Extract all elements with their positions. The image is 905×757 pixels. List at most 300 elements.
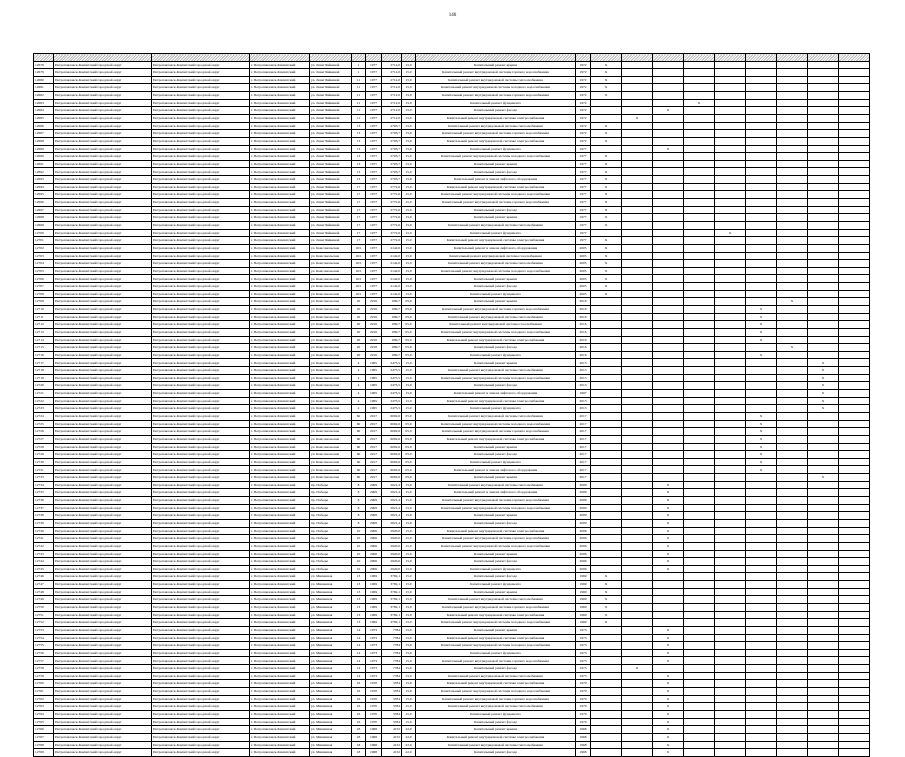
cost-cell: 05,0 bbox=[402, 412, 416, 420]
house-cell: 20 bbox=[352, 306, 366, 314]
year-cell: 1977 bbox=[366, 191, 382, 199]
work-type-cell: Капитальный ремонт внутридомовой системы горячего водоснабжения bbox=[416, 92, 576, 100]
cost-cell: 15,0 bbox=[402, 183, 416, 191]
empty-mark-cell bbox=[715, 581, 746, 589]
row-id-cell: 12681 bbox=[34, 84, 54, 92]
house-cell: 10 bbox=[352, 542, 366, 550]
empty-mark-cell bbox=[777, 306, 808, 314]
empty-mark-cell bbox=[653, 168, 684, 176]
empty-mark-cell bbox=[715, 313, 746, 321]
empty-mark-cell bbox=[808, 168, 839, 176]
locality-cell: г. Петропавловск-Камчатский bbox=[250, 435, 310, 443]
empty-mark-cell bbox=[591, 649, 622, 657]
empty-mark-cell bbox=[839, 351, 870, 359]
plan-year-cell: 1968 bbox=[576, 726, 591, 734]
plan-year-cell: 1972 bbox=[576, 92, 591, 100]
cost-cell: 15,0 bbox=[402, 267, 416, 275]
empty-mark-cell bbox=[622, 550, 653, 558]
empty-mark-cell bbox=[715, 290, 746, 298]
house-cell: 13 bbox=[352, 145, 366, 153]
empty-mark-cell bbox=[653, 336, 684, 344]
empty-mark-cell bbox=[777, 351, 808, 359]
street-cell: ул. Комсомольская bbox=[310, 252, 352, 260]
house-cell: 4 bbox=[352, 374, 366, 382]
plan-year-cell: 2005 bbox=[576, 252, 591, 260]
empty-mark-cell bbox=[622, 260, 653, 268]
area-cell: 7784 bbox=[382, 626, 402, 634]
locality-cell: г. Петропавловск-Камчатский bbox=[250, 69, 310, 77]
street-cell: ул. Мишенная bbox=[310, 603, 352, 611]
empty-mark-cell bbox=[684, 443, 715, 451]
empty-mark-cell bbox=[715, 374, 746, 382]
table-row bbox=[34, 573, 870, 581]
empty-mark-cell bbox=[777, 626, 808, 634]
empty-mark-cell bbox=[653, 76, 684, 84]
empty-mark-cell bbox=[653, 122, 684, 130]
empty-mark-cell bbox=[839, 718, 870, 726]
empty-mark-cell bbox=[746, 107, 777, 115]
empty-mark-cell bbox=[808, 581, 839, 589]
year-cell: 1977 bbox=[366, 260, 382, 268]
area-cell: 2703,7 bbox=[382, 122, 402, 130]
area-cell: 2772,6 bbox=[382, 221, 402, 229]
empty-mark-cell bbox=[746, 168, 777, 176]
empty-mark-cell bbox=[591, 306, 622, 314]
district-cell: Петропавловск-Камчатский городской округ bbox=[152, 160, 250, 168]
work-type-cell: Капитальный ремонт фундамента bbox=[416, 405, 576, 413]
empty-mark-cell bbox=[715, 458, 746, 466]
empty-mark-cell bbox=[839, 137, 870, 145]
year-cell: 1969 bbox=[366, 573, 382, 581]
plan-year-cell: 1977 bbox=[576, 229, 591, 237]
area-cell: 2703,7 bbox=[382, 160, 402, 168]
row-id-cell: 12692 bbox=[34, 168, 54, 176]
district-cell: Петропавловск-Камчатский городской округ bbox=[54, 489, 152, 497]
area-cell: 699,7 bbox=[382, 298, 402, 306]
empty-mark-cell bbox=[715, 474, 746, 482]
empty-mark-cell bbox=[591, 474, 622, 482]
empty-mark-cell bbox=[622, 573, 653, 581]
plan-year-cell: 2013 bbox=[576, 359, 591, 367]
empty-mark-cell bbox=[622, 176, 653, 184]
empty-mark-cell bbox=[746, 183, 777, 191]
house-cell: 13 bbox=[352, 603, 366, 611]
street-cell: пр. Победы bbox=[310, 565, 352, 573]
district-cell: Петропавловск-Камчатский городской округ bbox=[152, 519, 250, 527]
empty-mark-cell bbox=[777, 206, 808, 214]
empty-mark-cell bbox=[684, 137, 715, 145]
cost-cell: 15,0 bbox=[402, 145, 416, 153]
work-type-cell: Капитальный ремонт внутридомовой системы электроснабжения bbox=[416, 611, 576, 619]
mark-cell: X bbox=[746, 443, 777, 451]
table-row bbox=[34, 114, 870, 122]
house-cell: 10 bbox=[352, 527, 366, 535]
house-cell: 16 bbox=[352, 703, 366, 711]
district-cell: Петропавловск-Камчатский городской округ bbox=[54, 145, 152, 153]
area-cell: 2703,7 bbox=[382, 137, 402, 145]
row-id-cell: 12691 bbox=[34, 160, 54, 168]
area-cell: 699,7 bbox=[382, 344, 402, 352]
district-cell: Петропавловск-Камчатский городской округ bbox=[54, 558, 152, 566]
empty-mark-cell bbox=[653, 351, 684, 359]
empty-mark-cell bbox=[715, 412, 746, 420]
empty-mark-cell bbox=[808, 695, 839, 703]
empty-mark-cell bbox=[746, 672, 777, 680]
street-cell: пр. Победы bbox=[310, 550, 352, 558]
mark-cell: X bbox=[622, 114, 653, 122]
district-cell: Петропавловск-Камчатский городской округ bbox=[152, 336, 250, 344]
empty-mark-cell bbox=[622, 435, 653, 443]
empty-mark-cell bbox=[715, 84, 746, 92]
locality-cell: г. Петропавловск-Камчатский bbox=[250, 542, 310, 550]
area-cell: 699,7 bbox=[382, 313, 402, 321]
area-cell: 2142,0 bbox=[382, 290, 402, 298]
area-cell: 699,7 bbox=[382, 306, 402, 314]
empty-mark-cell bbox=[839, 145, 870, 153]
plan-year-cell: 1968 bbox=[576, 741, 591, 749]
table-row bbox=[34, 466, 870, 474]
year-cell: 1977 bbox=[366, 122, 382, 130]
plan-year-cell: 1969 bbox=[576, 573, 591, 581]
empty-mark-cell bbox=[746, 99, 777, 107]
cost-cell: 05,0 bbox=[402, 451, 416, 459]
empty-mark-cell bbox=[777, 688, 808, 696]
empty-mark-cell bbox=[808, 741, 839, 749]
table-row bbox=[34, 489, 870, 497]
area-cell: 2703,7 bbox=[382, 168, 402, 176]
district-cell: Петропавловск-Камчатский городской округ bbox=[54, 710, 152, 718]
empty-mark-cell bbox=[808, 76, 839, 84]
empty-mark-cell bbox=[622, 283, 653, 291]
locality-cell: г. Петропавловск-Камчатский bbox=[250, 107, 310, 115]
district-cell: Петропавловск-Камчатский городской округ bbox=[54, 237, 152, 245]
area-cell: 6002,6 bbox=[382, 466, 402, 474]
row-id-cell: 12754 bbox=[34, 634, 54, 642]
empty-mark-cell bbox=[684, 565, 715, 573]
empty-mark-cell bbox=[622, 84, 653, 92]
table-row bbox=[34, 313, 870, 321]
street-cell: ул. Комсомольская bbox=[310, 267, 352, 275]
empty-mark-cell bbox=[746, 160, 777, 168]
area-cell: 2703,7 bbox=[382, 145, 402, 153]
year-cell: 1965 bbox=[366, 390, 382, 398]
locality-cell: г. Петропавловск-Камчатский bbox=[250, 237, 310, 245]
district-cell: Петропавловск-Камчатский городской округ bbox=[54, 428, 152, 436]
locality-cell: г. Петропавловск-Камчатский bbox=[250, 130, 310, 138]
work-type-cell: Капитальный ремонт крыши bbox=[416, 626, 576, 634]
empty-mark-cell bbox=[622, 497, 653, 505]
empty-mark-cell bbox=[839, 458, 870, 466]
empty-mark-cell bbox=[715, 382, 746, 390]
empty-mark-cell bbox=[839, 611, 870, 619]
mark-cell: X bbox=[653, 145, 684, 153]
district-cell: Петропавловск-Камчатский городской округ bbox=[152, 642, 250, 650]
empty-mark-cell bbox=[777, 199, 808, 207]
district-cell: Петропавловск-Камчатский городской округ bbox=[152, 481, 250, 489]
empty-mark-cell bbox=[591, 481, 622, 489]
cost-cell: 15,0 bbox=[402, 237, 416, 245]
year-cell: 2017 bbox=[366, 435, 382, 443]
house-cell: 16/1 bbox=[352, 290, 366, 298]
district-cell: Петропавловск-Камчатский городской округ bbox=[54, 680, 152, 688]
empty-mark-cell bbox=[653, 290, 684, 298]
empty-mark-cell bbox=[715, 443, 746, 451]
district-cell: Петропавловск-Камчатский городской округ bbox=[54, 374, 152, 382]
empty-mark-cell bbox=[808, 718, 839, 726]
house-cell: 18 bbox=[352, 733, 366, 741]
row-id-cell: 12707 bbox=[34, 283, 54, 291]
district-cell: Петропавловск-Камчатский городской округ bbox=[54, 596, 152, 604]
street-cell: ул. Мишенная bbox=[310, 619, 352, 627]
empty-mark-cell bbox=[839, 474, 870, 482]
plan-year-cell: 2005 bbox=[576, 260, 591, 268]
house-cell: 16/1 bbox=[352, 283, 366, 291]
empty-mark-cell bbox=[591, 550, 622, 558]
work-type-cell: Капитальный ремонт внутридомовой системы электроснабжения bbox=[416, 634, 576, 642]
work-type-cell: Капитальный ремонт фундамента bbox=[416, 458, 576, 466]
empty-mark-cell bbox=[777, 512, 808, 520]
row-id-cell: 12763 bbox=[34, 703, 54, 711]
plan-year-cell: 1969 bbox=[576, 581, 591, 589]
empty-mark-cell bbox=[746, 390, 777, 398]
house-cell: 10 bbox=[352, 565, 366, 573]
empty-mark-cell bbox=[591, 443, 622, 451]
row-id-cell: 12709 bbox=[34, 298, 54, 306]
empty-mark-cell bbox=[777, 703, 808, 711]
street-cell: ул. Комсомольская bbox=[310, 359, 352, 367]
plan-year-cell: 1972 bbox=[576, 61, 591, 69]
work-type-cell: Капитальный ремонт внутридомовой системы теплоснабжения bbox=[416, 596, 576, 604]
row-id-cell: 12749 bbox=[34, 596, 54, 604]
locality-cell: г. Петропавловск-Камчатский bbox=[250, 527, 310, 535]
empty-mark-cell bbox=[746, 244, 777, 252]
area-cell: 4152 bbox=[382, 741, 402, 749]
locality-cell: г. Петропавловск-Камчатский bbox=[250, 114, 310, 122]
empty-mark-cell bbox=[746, 137, 777, 145]
row-id-cell: 12759 bbox=[34, 672, 54, 680]
empty-mark-cell bbox=[684, 92, 715, 100]
empty-mark-cell bbox=[808, 657, 839, 665]
empty-mark-cell bbox=[715, 114, 746, 122]
area-cell: 3784 bbox=[382, 680, 402, 688]
mark-cell: X bbox=[653, 710, 684, 718]
plan-year-cell: 2006 bbox=[576, 527, 591, 535]
year-cell: 2017 bbox=[366, 443, 382, 451]
empty-mark-cell bbox=[622, 565, 653, 573]
empty-mark-cell bbox=[746, 573, 777, 581]
empty-mark-cell bbox=[653, 244, 684, 252]
row-id-cell: 12697 bbox=[34, 206, 54, 214]
table-row bbox=[34, 420, 870, 428]
house-cell: 11 bbox=[352, 84, 366, 92]
district-cell: Петропавловск-Камчатский городской округ bbox=[54, 199, 152, 207]
empty-mark-cell bbox=[839, 672, 870, 680]
district-cell: Петропавловск-Камчатский городской округ bbox=[152, 749, 250, 757]
row-id-cell: 12747 bbox=[34, 581, 54, 589]
row-id-cell: 12725 bbox=[34, 420, 54, 428]
cost-cell: 05,0 bbox=[402, 420, 416, 428]
empty-mark-cell bbox=[808, 451, 839, 459]
cost-cell: 15,0 bbox=[402, 596, 416, 604]
street-cell: ул. Мишенная bbox=[310, 649, 352, 657]
street-cell: ул. Лени Чайкиной bbox=[310, 69, 352, 77]
header-cell bbox=[34, 54, 54, 62]
empty-mark-cell bbox=[591, 359, 622, 367]
table-row bbox=[34, 298, 870, 306]
area-cell: 2772,6 bbox=[382, 229, 402, 237]
locality-cell: г. Петропавловск-Камчатский bbox=[250, 550, 310, 558]
empty-mark-cell bbox=[715, 99, 746, 107]
cost-cell: 22,0 bbox=[402, 733, 416, 741]
area-cell: 2475,5 bbox=[382, 390, 402, 398]
empty-mark-cell bbox=[684, 114, 715, 122]
work-type-cell: Капитальный ремонт фасада bbox=[416, 344, 576, 352]
empty-mark-cell bbox=[622, 542, 653, 550]
mark-cell: X bbox=[808, 374, 839, 382]
empty-mark-cell bbox=[591, 741, 622, 749]
empty-mark-cell bbox=[684, 405, 715, 413]
area-cell: 3784 bbox=[382, 710, 402, 718]
district-cell: Петропавловск-Камчатский городской округ bbox=[152, 382, 250, 390]
plan-year-cell: 1973 bbox=[576, 634, 591, 642]
street-cell: ул. Мишенная bbox=[310, 726, 352, 734]
empty-mark-cell bbox=[653, 92, 684, 100]
empty-mark-cell bbox=[715, 92, 746, 100]
empty-mark-cell bbox=[808, 61, 839, 69]
area-cell: 7784 bbox=[382, 634, 402, 642]
area-cell: 2475,5 bbox=[382, 405, 402, 413]
empty-mark-cell bbox=[715, 657, 746, 665]
empty-mark-cell bbox=[622, 160, 653, 168]
empty-mark-cell bbox=[715, 672, 746, 680]
district-cell: Петропавловск-Камчатский городской округ bbox=[54, 611, 152, 619]
empty-mark-cell bbox=[746, 512, 777, 520]
mark-cell: X bbox=[746, 306, 777, 314]
locality-cell: г. Петропавловск-Камчатский bbox=[250, 344, 310, 352]
mark-cell: X bbox=[653, 535, 684, 543]
empty-mark-cell bbox=[777, 405, 808, 413]
locality-cell: г. Петропавловск-Камчатский bbox=[250, 168, 310, 176]
house-cell: 1 bbox=[352, 69, 366, 77]
street-cell: ул. Лени Чайкиной bbox=[310, 114, 352, 122]
cost-cell: 15,0 bbox=[402, 512, 416, 520]
house-cell: 13 bbox=[352, 160, 366, 168]
empty-mark-cell bbox=[839, 535, 870, 543]
empty-mark-cell bbox=[715, 183, 746, 191]
year-cell: 2017 bbox=[366, 428, 382, 436]
year-cell: 1977 bbox=[366, 199, 382, 207]
table-row bbox=[34, 497, 870, 505]
year-cell: 1977 bbox=[366, 145, 382, 153]
empty-mark-cell bbox=[591, 680, 622, 688]
year-cell: 1977 bbox=[366, 176, 382, 184]
plan-year-cell: 1969 bbox=[576, 596, 591, 604]
plan-year-cell: 2009 bbox=[576, 497, 591, 505]
area-cell: 2920,0 bbox=[382, 527, 402, 535]
row-id-cell: 12723 bbox=[34, 405, 54, 413]
street-cell: ул. Лени Чайкиной bbox=[310, 153, 352, 161]
year-cell: 2016 bbox=[366, 328, 382, 336]
empty-mark-cell bbox=[684, 603, 715, 611]
empty-mark-cell bbox=[715, 619, 746, 627]
street-cell: ул. Мишенная bbox=[310, 657, 352, 665]
empty-mark-cell bbox=[684, 665, 715, 673]
plan-year-cell: 2006 bbox=[576, 542, 591, 550]
empty-mark-cell bbox=[715, 726, 746, 734]
district-cell: Петропавловск-Камчатский городской округ bbox=[54, 481, 152, 489]
empty-mark-cell bbox=[839, 252, 870, 260]
empty-mark-cell bbox=[746, 550, 777, 558]
empty-mark-cell bbox=[715, 405, 746, 413]
table-row bbox=[34, 657, 870, 665]
district-cell: Петропавловск-Камчатский городской округ bbox=[54, 420, 152, 428]
district-cell: Петропавловск-Камчатский городской округ bbox=[54, 512, 152, 520]
year-cell: 2009 bbox=[366, 497, 382, 505]
house-cell: 17 bbox=[352, 229, 366, 237]
work-type-cell: Капитальный ремонт внутридомовой системы электроснабжения bbox=[416, 733, 576, 741]
plan-year-cell: 1970 bbox=[576, 718, 591, 726]
plan-year-cell: 2005 bbox=[576, 275, 591, 283]
street-cell: ул. Комсомольская bbox=[310, 313, 352, 321]
locality-cell: г. Петропавловск-Камчатский bbox=[250, 214, 310, 222]
year-cell: 1968 bbox=[366, 726, 382, 734]
empty-mark-cell bbox=[839, 122, 870, 130]
empty-mark-cell bbox=[777, 275, 808, 283]
plan-year-cell: 2016 bbox=[576, 344, 591, 352]
locality-cell: г. Петропавловск-Камчатский bbox=[250, 611, 310, 619]
locality-cell: г. Петропавловск-Камчатский bbox=[250, 176, 310, 184]
empty-mark-cell bbox=[777, 497, 808, 505]
empty-mark-cell bbox=[808, 321, 839, 329]
table-row bbox=[34, 565, 870, 573]
plan-year-cell: 1970 bbox=[576, 710, 591, 718]
district-cell: Петропавловск-Камчатский городской округ bbox=[152, 107, 250, 115]
header-cell bbox=[576, 54, 591, 62]
empty-mark-cell bbox=[684, 221, 715, 229]
house-cell: 18 bbox=[352, 726, 366, 734]
empty-mark-cell bbox=[746, 733, 777, 741]
empty-mark-cell bbox=[622, 428, 653, 436]
empty-mark-cell bbox=[777, 527, 808, 535]
house-cell: 20 bbox=[352, 313, 366, 321]
empty-mark-cell bbox=[808, 130, 839, 138]
cost-cell: 15,0 bbox=[402, 497, 416, 505]
cost-cell: 15,0 bbox=[402, 206, 416, 214]
cost-cell: 22,0 bbox=[402, 749, 416, 757]
empty-mark-cell bbox=[684, 260, 715, 268]
year-cell: 2017 bbox=[366, 420, 382, 428]
area-cell: 3782,1 bbox=[382, 573, 402, 581]
mark-cell: X bbox=[715, 229, 746, 237]
locality-cell: г. Петропавловск-Камчатский bbox=[250, 328, 310, 336]
empty-mark-cell bbox=[808, 221, 839, 229]
empty-mark-cell bbox=[777, 558, 808, 566]
empty-mark-cell bbox=[746, 657, 777, 665]
row-id-cell: 12760 bbox=[34, 680, 54, 688]
district-cell: Петропавловск-Камчатский городской округ bbox=[54, 474, 152, 482]
empty-mark-cell bbox=[684, 481, 715, 489]
year-cell: 1968 bbox=[366, 749, 382, 757]
district-cell: Петропавловск-Камчатский городской округ bbox=[54, 214, 152, 222]
cost-cell: 15,0 bbox=[402, 69, 416, 77]
district-cell: Петропавловск-Камчатский городской округ bbox=[152, 61, 250, 69]
locality-cell: г. Петропавловск-Камчатский bbox=[250, 474, 310, 482]
district-cell: Петропавловск-Камчатский городской округ bbox=[152, 535, 250, 543]
plan-year-cell: 2013 bbox=[576, 397, 591, 405]
empty-mark-cell bbox=[777, 390, 808, 398]
locality-cell: г. Петропавловск-Камчатский bbox=[250, 145, 310, 153]
year-cell: 1977 bbox=[366, 137, 382, 145]
